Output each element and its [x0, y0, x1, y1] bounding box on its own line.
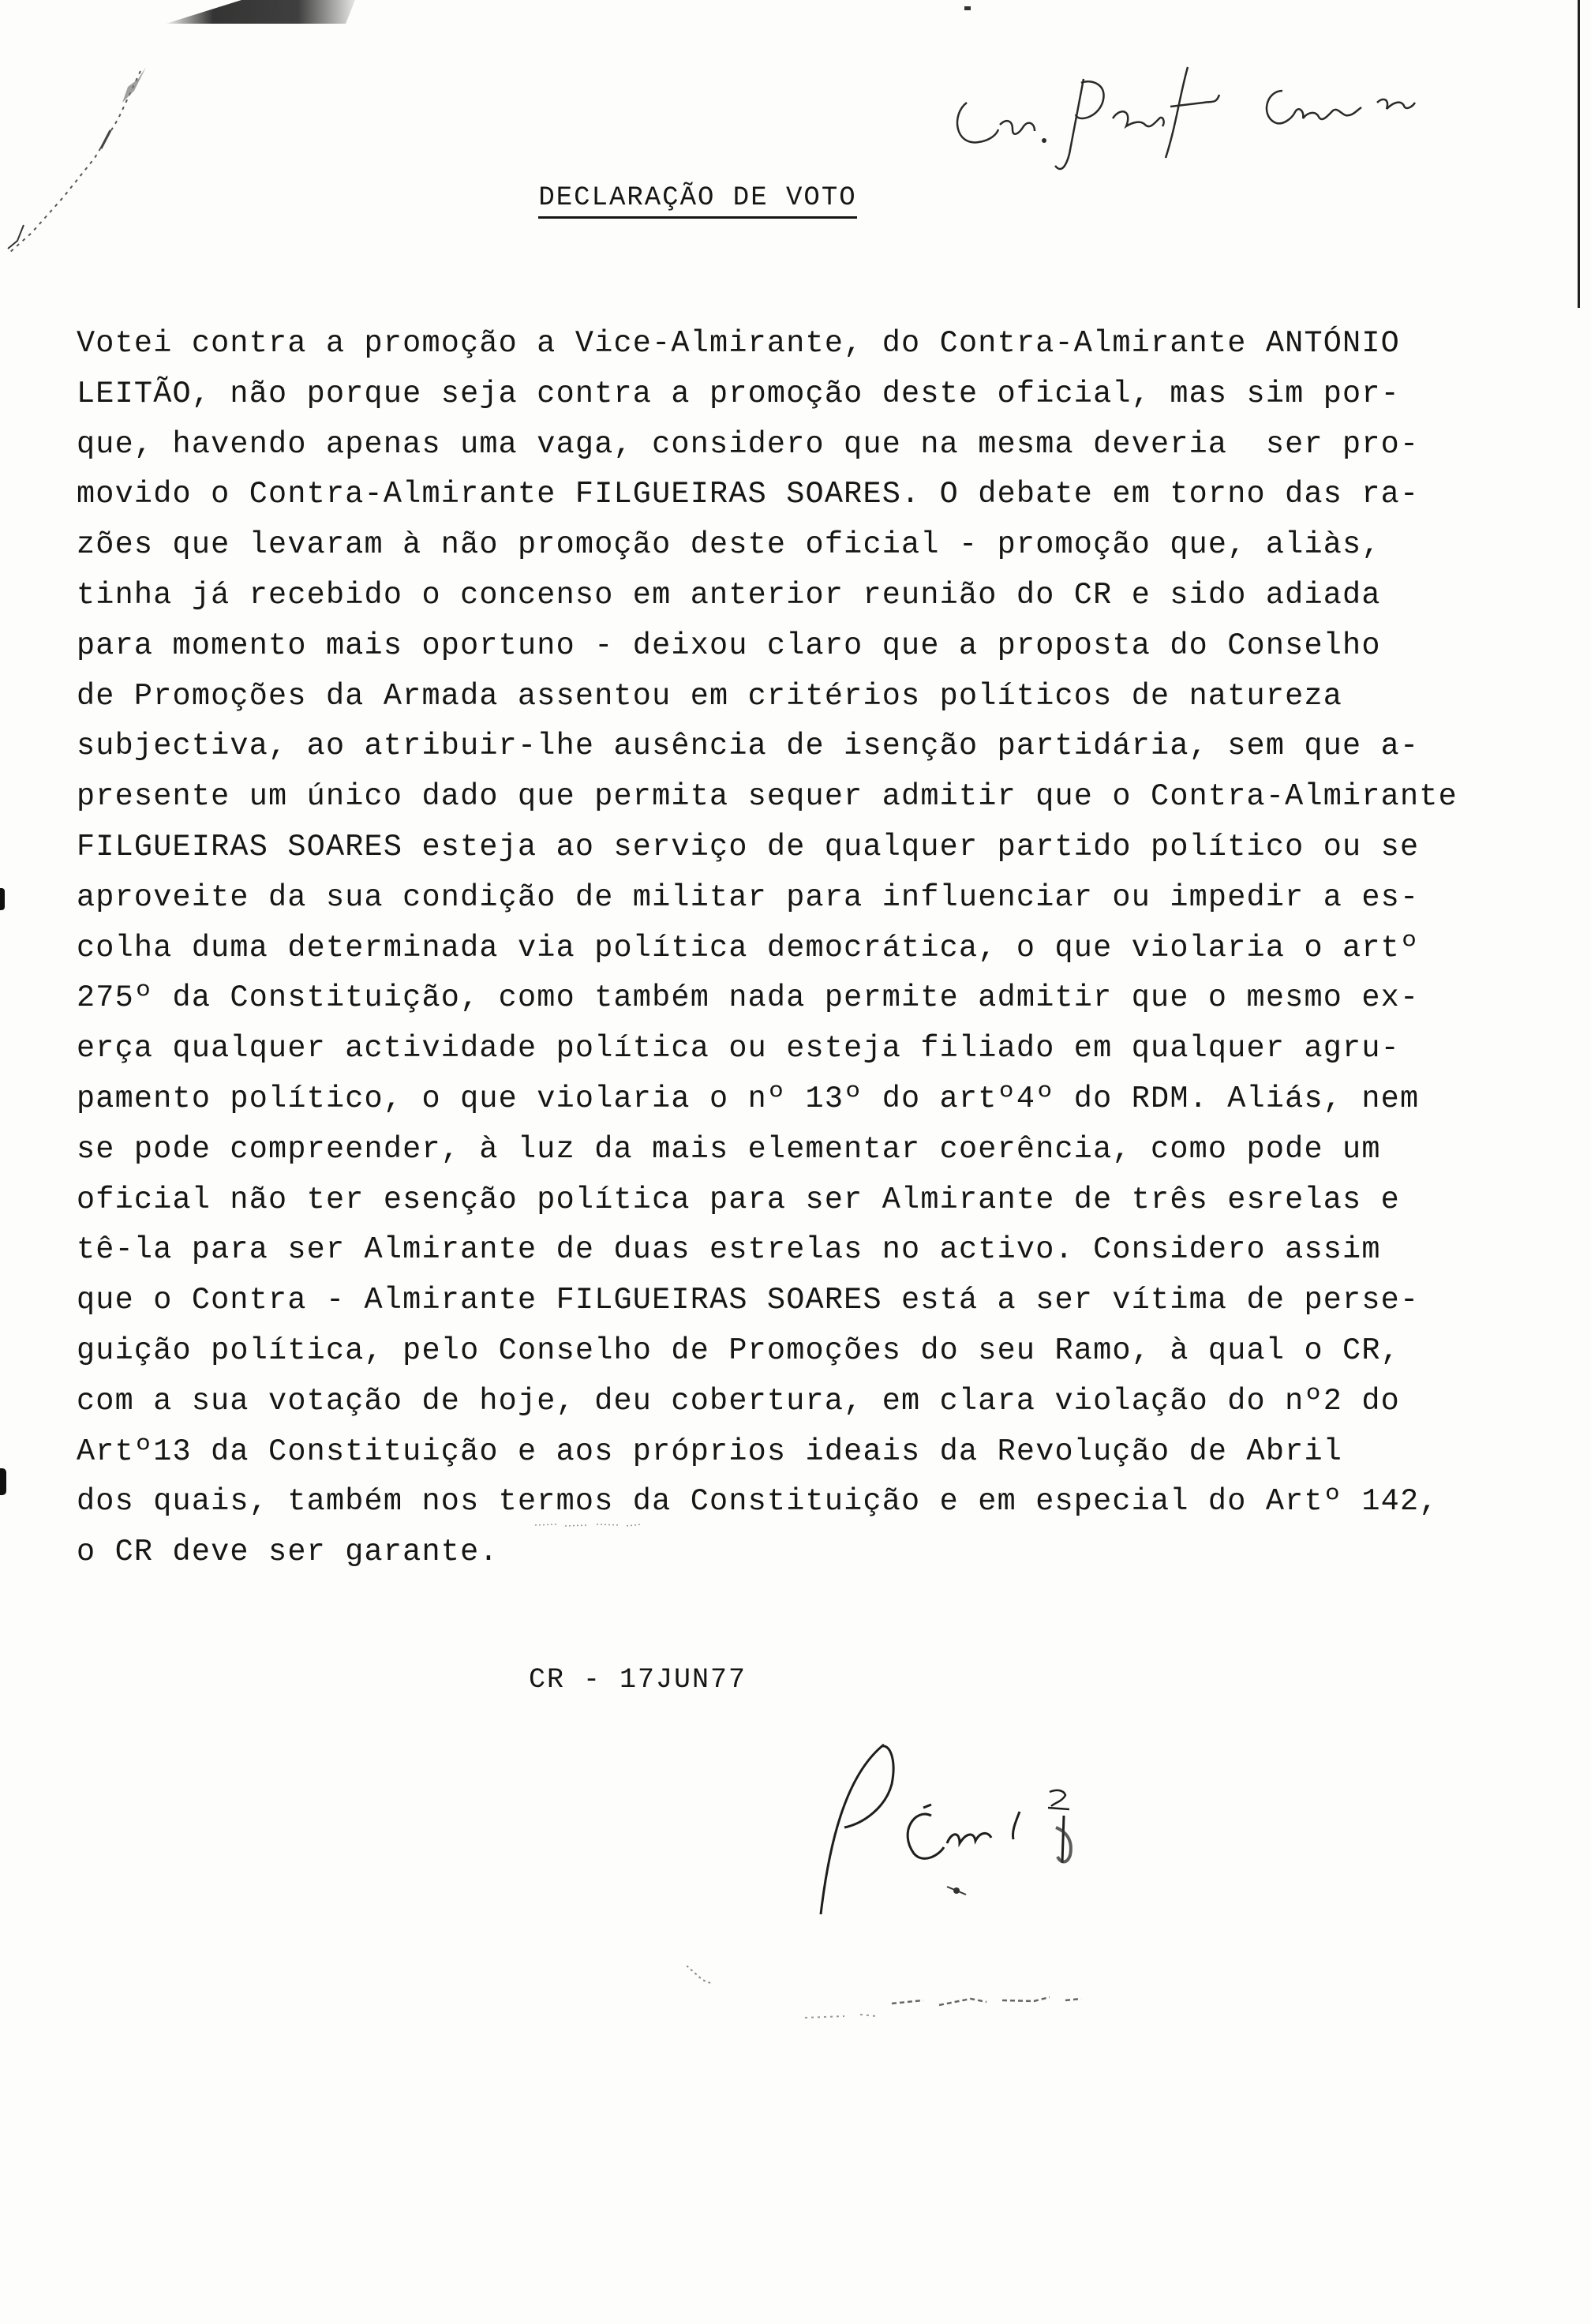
body-line: dos quais, também nos termos da Constituição e em especial do Artº 142,: [77, 1484, 1439, 1520]
faint-ink-trace: [533, 1520, 644, 1530]
declaration-body: [77, 319, 1537, 1578]
body-line: erça qualquer actividade política ou esteja filiado em qualquer agru-: [77, 1031, 1400, 1066]
title-text: DECLARAÇÃO DE VOTO: [538, 183, 856, 219]
pencil-scratch-marks: [0, 55, 158, 261]
body-line: o CR deve ser garante.: [77, 1535, 499, 1570]
body-line: se pode compreender, à luz da mais elementar coerência, como pode um: [77, 1131, 1381, 1167]
scan-smudge-top: [166, 0, 355, 24]
punch-hole-mark: [0, 1468, 6, 1495]
body-line: guição política, pelo Conselho de Promoções do seu Ramo, à qual o CR,: [77, 1333, 1400, 1368]
body-line: que o Contra - Almirante FILGUEIRAS SOARES está a ser vítima de perse-: [77, 1283, 1420, 1318]
body-line: Votei contra a promoção a Vice-Almirante, do Contra-Almirante ANTÓNIO: [77, 326, 1400, 361]
body-line: movido o Contra-Almirante FILGUEIRAS SOARES. O debate em torno das ra-: [77, 477, 1420, 512]
scan-speck: [964, 6, 971, 10]
body-line: que, havendo apenas uma vaga, considero que na mesma deveria ser pro-: [77, 426, 1420, 462]
dateline: CR - 17JUN77: [529, 1664, 747, 1696]
annotation-text: Cn. Bjast Corri: [951, 47, 957, 48]
faded-stamp-ink: [687, 1966, 1176, 2029]
body-line: LEITÃO, não porque seja contra a promoção deste oficial, mas sim por-: [77, 376, 1400, 411]
scan-edge-line: [1578, 0, 1580, 308]
body-line: subjectiva, ao atribuir-lhe ausência de isenção partidária, sem que a-: [77, 729, 1420, 764]
body-line: 275º da Constituição, como também nada permite admitir que o mesmo ex-: [77, 980, 1420, 1016]
body-line: tinha já recebido o concenso em anterior reunião do CR e sido adiada: [77, 577, 1381, 613]
body-line: oficial não ter esenção política para ser Almirante de três esrelas e: [77, 1182, 1400, 1217]
body-line: Artº13 da Constituição e aos próprios ideais da Revolução de Abril: [77, 1434, 1343, 1469]
body-line: tê-la para ser Almirante de duas estrelas no activo. Considero assim: [77, 1232, 1381, 1268]
body-line: zões que levaram à não promoção deste oficial - promoção que, aliàs,: [77, 527, 1381, 563]
body-line: aproveite da sua condição de militar para influenciar ou impedir a es-: [77, 879, 1420, 915]
body-line: colha duma determinada via política democrática, o que violaria o artº: [77, 930, 1420, 965]
body-line: FILGUEIRAS SOARES esteja ao serviço de qualquer partido político ou se: [77, 829, 1420, 864]
body-line: para momento mais oportuno - deixou claro que a proposta do Conselho: [77, 628, 1381, 663]
body-line: pamento político, o que violaria o nº 13º do artº4º do RDM. Aliás, nem: [77, 1081, 1420, 1116]
body-line: presente um único dado que permita sequer admitir que o Contra-Almirante: [77, 779, 1458, 815]
handwritten-signature: [797, 1729, 1239, 1918]
punch-hole-mark: [0, 888, 5, 910]
body-line: com a sua votação de hoje, deu cobertura, em clara violação do nº2 do: [77, 1383, 1400, 1419]
handwritten-annotation: [951, 47, 1496, 174]
body-line: de Promoções da Armada assentou em critérios políticos de natureza: [77, 678, 1343, 714]
page-title: [0, 183, 1591, 213]
